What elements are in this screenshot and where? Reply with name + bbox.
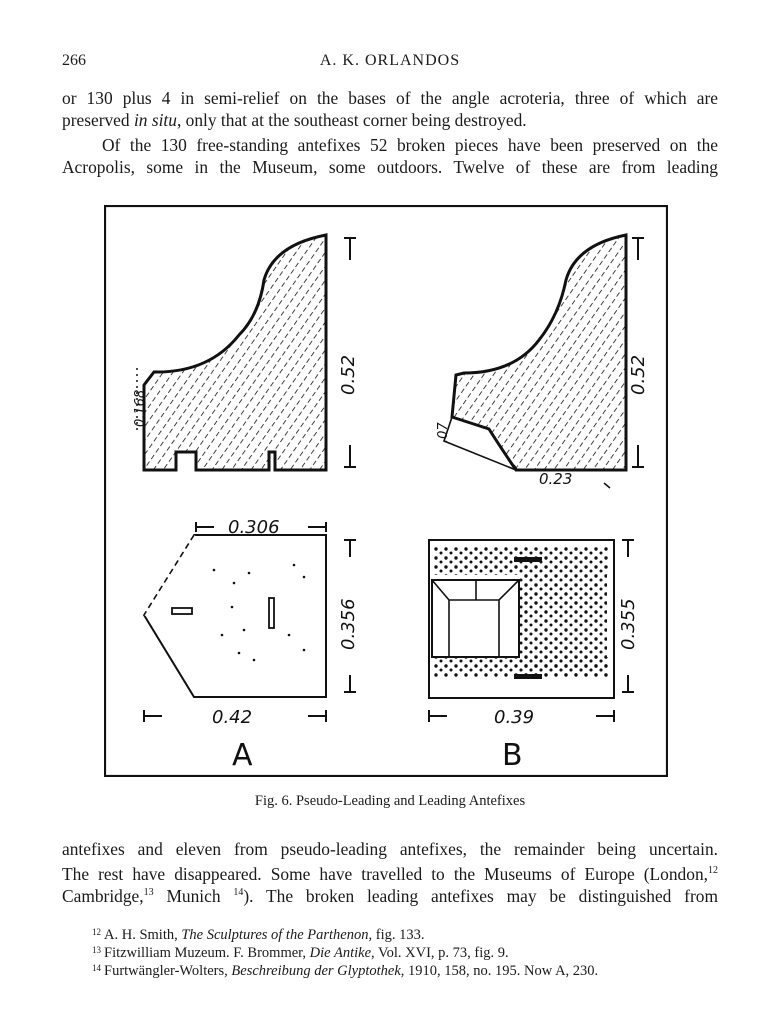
dim-b-plan-depth: 0.355 — [618, 598, 639, 650]
paragraph-1-line-2: preserved in situ, only that at the southeast corner being destroyed. — [62, 110, 527, 130]
figure-caption: Fig. 6. Pseudo-Leading and Leading Antefixes — [254, 793, 526, 809]
dim-b-base: 0.23 — [539, 470, 573, 488]
dim-a-width: 0.42 — [212, 707, 253, 728]
dim-a-height: 0.52 — [338, 354, 359, 395]
plan-letter-a: A — [232, 738, 253, 773]
footnote-14: $^{14}$ Furtwängler-Wolters, Beschreibung der Glyptothek, 1910, 158, no. 195. Now A, 230. — [92, 963, 599, 979]
dim-a-top-width: 0.306 — [228, 517, 280, 538]
antefix-b-profile — [452, 235, 626, 470]
dim-b-height: 0.52 — [628, 354, 649, 395]
paragraph-3-line-3: Cambridge,$^{13}$ Munich $^{14}$). The broken leading antefixes may be distinguished from — [62, 886, 718, 906]
dim-a-side-thickness: 0.168 — [133, 389, 148, 427]
antefix-a-plan — [144, 535, 326, 697]
antefix-a-profile — [144, 235, 326, 470]
footnote-12: $^{12}$ A. H. Smith, The Sculptures of the Parthenon, fig. 133. — [92, 927, 425, 943]
plan-letter-b: B — [502, 738, 523, 773]
paragraph-2-line-1: Of the 130 free-standing antefixes 52 broken pieces have been preserved on the — [102, 135, 718, 155]
paragraph-3-line-1: antefixes and eleven from pseudo-leading antefixes, the remainder being uncertain. — [62, 839, 718, 859]
footnote-13: $^{13}$ Fitzwilliam Muzeum. F. Brommer, Die Antike, Vol. XVI, p. 73, fig. 9. — [92, 945, 509, 961]
dim-a-plan-depth: 0.356 — [338, 598, 359, 650]
page-header — [62, 52, 718, 74]
paragraph-1-line-1: or 130 plus 4 in semi-relief on the bases of the angle acroteria, three of which are — [62, 88, 718, 108]
running-title: A. K. ORLANDOS — [319, 52, 461, 69]
figure-6-drawing — [104, 205, 668, 777]
paragraph-2-line-2: Acropolis, some in the Museum, some outdoors. Twelve of these are from leading — [62, 157, 718, 177]
dim-b-width: 0.39 — [494, 707, 535, 728]
paragraph-3-line-2: The rest have disappeared. Some have travelled to the Museums of Europe (London,$^{12}$ — [62, 864, 718, 884]
dim-b-side: .07 — [436, 422, 451, 443]
page-number: 266 — [62, 52, 86, 69]
